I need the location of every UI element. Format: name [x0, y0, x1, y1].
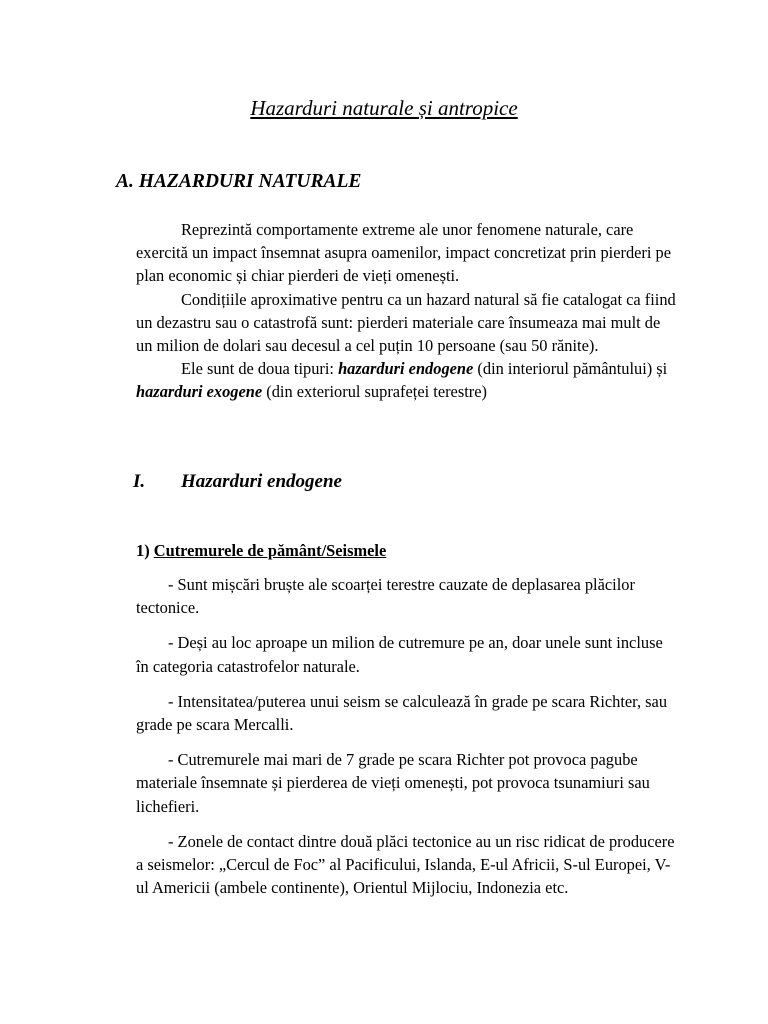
document-title: Hazarduri naturale și antropice: [250, 96, 518, 120]
section-a-heading: A. HAZARDURI NATURALE: [116, 171, 362, 192]
bullet-item: - Intensitatea/puterea unui seism se calculează în grade pe scara Richter, sau grade pe scara Mercalli.: [136, 691, 668, 735]
bullet-item: - Zonele de contact dintre două plăci tectonice au un risc ridicat de producere a seismelor: „Cercul de Foc” al Pacificului, Islanda, E-ul Africii, S-ul Europei, V-ul Americii (ambele continente), Orientul Mijlociu, Indonezia etc.: [136, 831, 675, 898]
bullet-item: - Sunt mișcări bruște ale scoarței terestre cauzate de deplasarea plăcilor tectonice.: [136, 575, 635, 618]
intro-p3-pre: Ele sunt de doua tipuri:: [181, 359, 339, 379]
bullet-list: [136, 573, 676, 911]
heading-endogene-text: Hazarduri endogene: [181, 471, 342, 492]
intro-paragraph-3: [136, 357, 676, 403]
bullet-item: - Cutremurele mai mari de 7 grade pe scara Richter pot provoca pagube materiale însemnate și pierderea de vieți omenești, pot provoca tsunamiuri sau lichefieri.: [136, 750, 650, 816]
subsection-cutremure-number: 1): [136, 541, 154, 560]
intro-p3-endogene: hazarduri endogene: [338, 359, 474, 379]
heading-endogene-number: I.: [133, 471, 146, 492]
intro-paragraph-2: Condițiile aproximative pentru ca un hazard natural să fie catalogat ca fiind un dezastru sau o catastrofă sunt: pierderi materiale care însumeaza mai mult de un milion de dolari sau decesul a cel puțin 10 persoane (sau 50 rănite).: [136, 289, 676, 356]
heading-endogene: [133, 470, 342, 494]
intro-paragraph-1: Reprezintă comportamente extreme ale unor fenomene naturale, care exercită un impact însemnat asupra oamenilor, impact concretizat prin pierderi pe plan economic și chiar pierderi de vieți omenești.: [136, 220, 672, 286]
subsection-cutremure: [136, 540, 386, 562]
intro-p3-post: (din exteriorul suprafeței terestre): [262, 382, 487, 402]
subsection-cutremure-title: Cutremurele de pământ/Seismele: [153, 541, 387, 560]
intro-p3-exogene: hazarduri exogene: [136, 382, 263, 402]
intro-text: [136, 218, 676, 404]
intro-p3-mid: (din interiorul pământului) și: [473, 359, 668, 379]
bullet-item: - Deși au loc aproape un milion de cutremure pe an, doar unele sunt incluse în categoria catastrofelor naturale.: [136, 633, 663, 676]
